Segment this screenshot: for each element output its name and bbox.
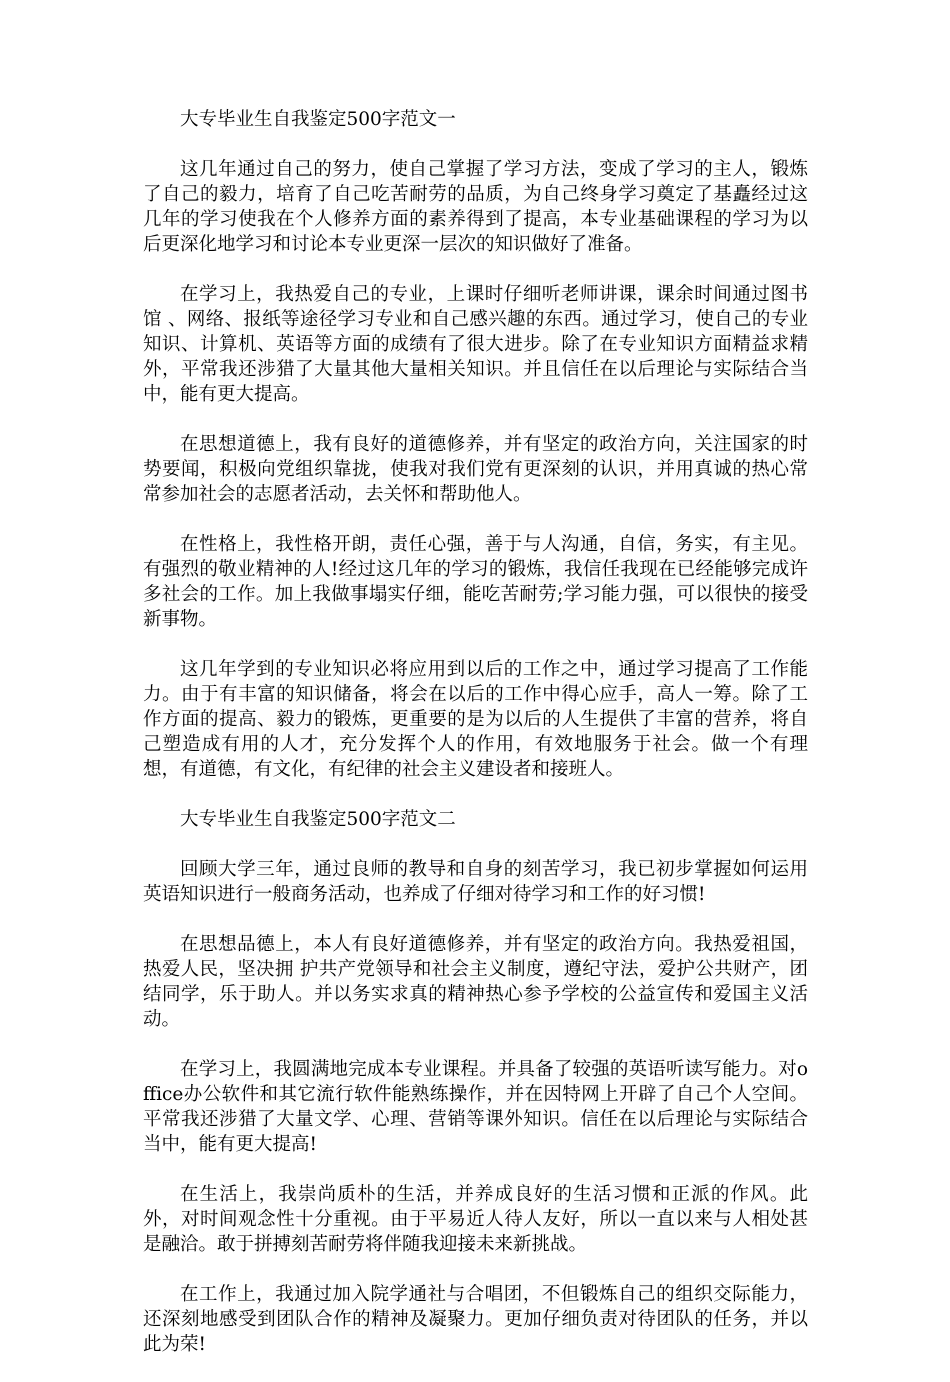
paragraph: 这几年通过自己的努力，使自己掌握了学习方法，变成了学习的主人，锻炼了自己的毅力，培育了自己吃苦耐劳的品质，为自己终身学习奠定了基矗经过这几年的学习使我在个人修养方面的素养得到了提高，本专业基础课程的学习为以后更深化地学习和讨论本专业更深一层次的知识做好了准备。	[143, 159, 808, 255]
paragraph: 回顾大学三年，通过良师的教导和自身的刻苦学习，我已初步掌握如何运用英语知识进行一般商务活动，也养成了仔细对待学习和工作的好习惯!	[143, 859, 808, 905]
paragraph: 在思想品德上，本人有良好道德修养，并有坚定的政治方向。我热爱祖国，热爱人民，坚决拥 护共产党领导和社会主义制度，遵纪守法，爱护公共财产，团结同学，乐于助人。并以务实求真的精神热心参予学校的公益宣传和爱国主义活动。	[143, 934, 808, 1030]
section-heading-2: 大专毕业生自我鉴定500字范文二	[180, 809, 456, 830]
paragraph: 在学习上，我圆满地完成本专业课程。并具备了较强的英语听读写能力。对office办公软件和其它流行软件能熟练操作，并在因特网上开辟了自己个人空间。平常我还涉猎了大量文学、心理、营销等课外知识。信任在以后理论与实际结合当中，能有更大提高!	[143, 1059, 808, 1155]
paragraph: 在生活上，我崇尚质朴的生活，并养成良好的生活习惯和正派的作风。此外，对时间观念性十分重视。由于平易近人待人友好，所以一直以来与人相处甚是融洽。敢于拼搏刻苦耐劳将伴随我迎接未来新挑战。	[143, 1184, 808, 1255]
paragraph: 这几年学到的专业知识必将应用到以后的工作之中，通过学习提高了工作能力。由于有丰富的知识储备，将会在以后的工作中得心应手，高人一筹。除了工作方面的提高、毅力的锻炼，更重要的是为以后的人生提供了丰富的营养，将自己塑造成有用的人才，充分发挥个人的作用，有效地服务于社会。做一个有理想，有道德，有文化，有纪律的社会主义建设者和接班人。	[143, 659, 808, 780]
paragraph: 在学习上，我热爱自己的专业，上课时仔细听老师讲课，课余时间通过图书馆 、网络、报纸等途径学习专业和自己感兴趣的东西。通过学习，使自己的专业知识、计算机、英语等方面的成绩有了很大进步。除了在专业知识方面精益求精外，平常我还涉猎了大量其他大量相关知识。并且信任在以后理论与实际结合当中，能有更大提高。	[143, 284, 808, 405]
paragraph: 在思想道德上，我有良好的道德修养，并有坚定的政治方向，关注国家的时势要闻，积极向党组织靠拢，使我对我们党有更深刻的认识，并用真诚的热心常常参加社会的志愿者活动，去关怀和帮助他人。	[143, 434, 808, 505]
paragraph: 在工作上，我通过加入院学通社与合唱团，不但锻炼自己的组织交际能力，还深刻地感受到团队合作的精神及凝聚力。更加仔细负责对待团队的任务，并以此为荣!	[143, 1284, 808, 1355]
paragraph: 在性格上，我性格开朗，责任心强，善于与人沟通，自信，务实，有主见。 有强烈的敬业精神的人!经过这几年的学习的锻炼，我信任我现在已经能够完成许多社会的工作。加上我做事塌实仔细，能吃苦耐劳;学习能力强，可以很快的接受新事物。	[143, 534, 808, 630]
document-body	[143, 107, 808, 1382]
section-heading-1: 大专毕业生自我鉴定500字范文一	[180, 109, 456, 130]
